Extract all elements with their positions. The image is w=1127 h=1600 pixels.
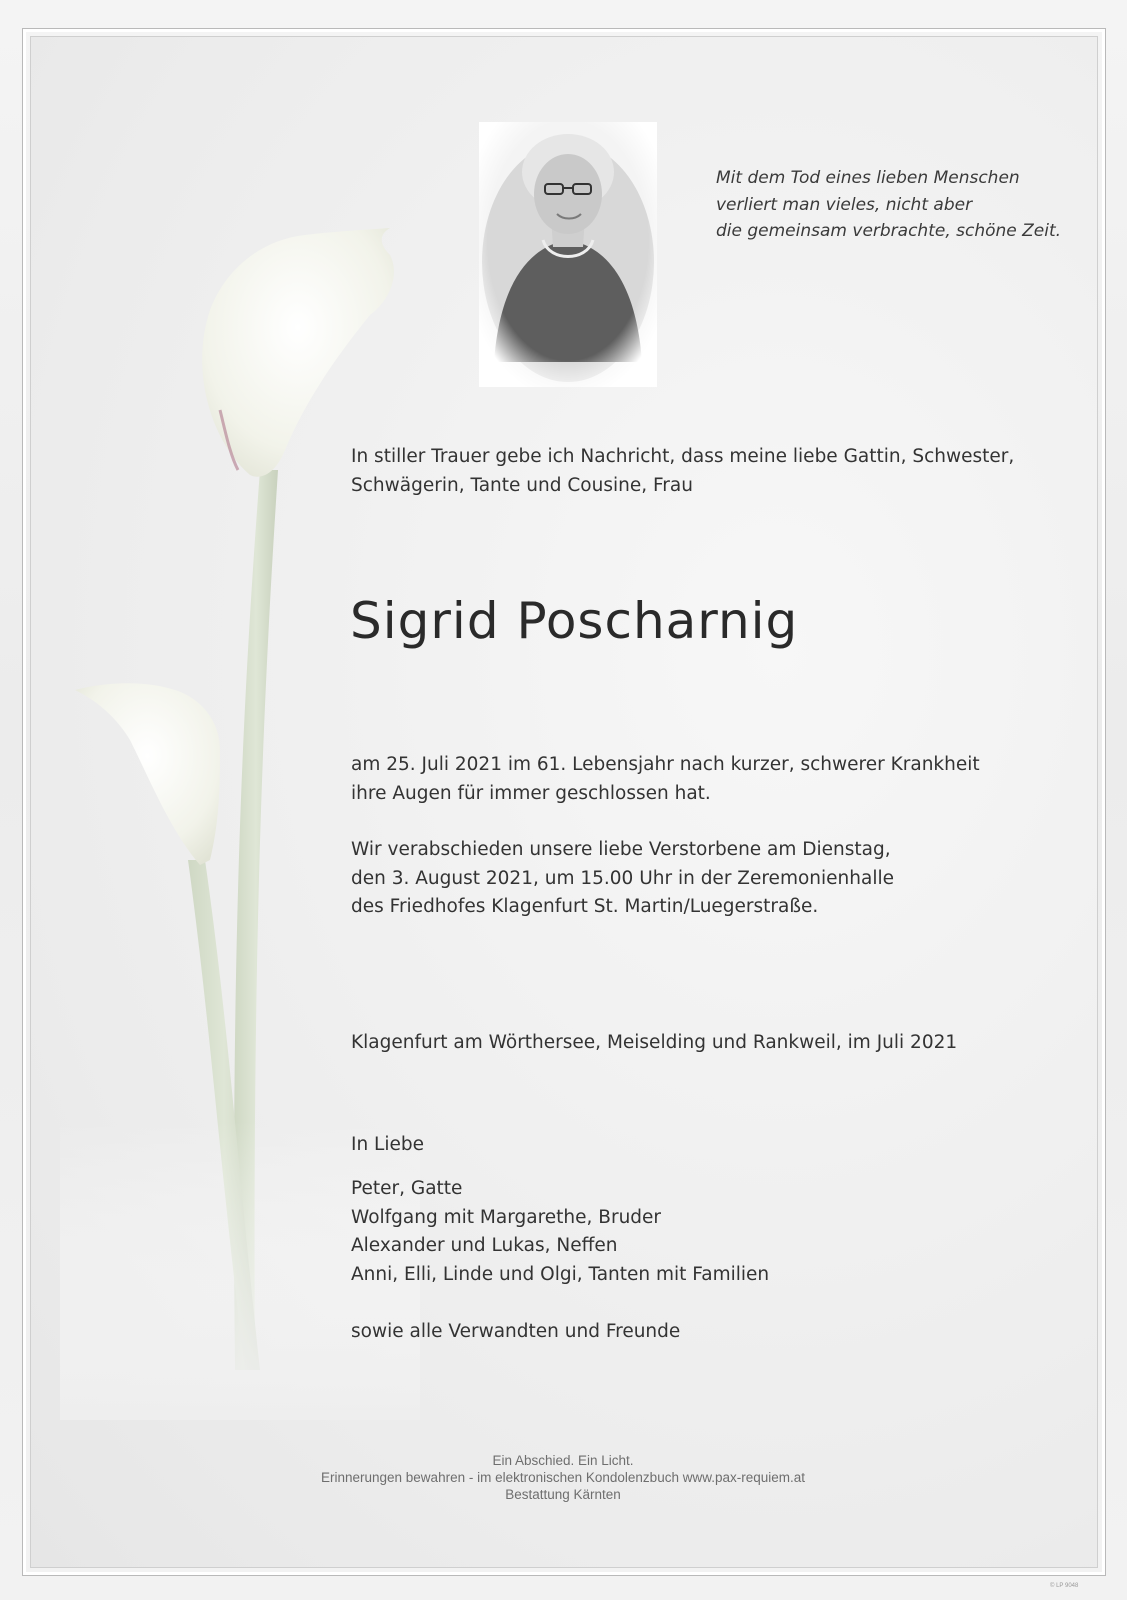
- deceased-name: Sigrid Poscharnig: [350, 592, 799, 650]
- quote-line: verliert man vieles, nicht aber: [716, 194, 973, 215]
- mourner-name: Peter, Gatte: [351, 1178, 463, 1199]
- death-notice-line: ihre Augen für immer geschlossen hat.: [351, 782, 711, 804]
- print-code: © LP 9048: [1050, 1583, 1079, 1589]
- funeral-line: den 3. August 2021, um 15.00 Uhr in der Zeremonienhalle: [351, 867, 894, 889]
- intro-text: [351, 443, 1051, 500]
- death-notice-line: am 25. Juli 2021 im 61. Lebensjahr nach kurzer, schwerer Krankheit: [351, 754, 980, 775]
- intro-line: Schwägerin, Tante und Cousine, Frau: [351, 474, 693, 496]
- quote-line: die gemeinsam verbrachte, schöne Zeit.: [716, 221, 1062, 241]
- footer-line: Ein Abschied. Ein Licht.: [492, 1453, 634, 1468]
- mourners-heading: [351, 1131, 1051, 1160]
- memorial-quote: [716, 165, 1106, 245]
- funeral-line: Wir verabschieden unsere liebe Verstorbene am Dienstag,: [351, 839, 891, 860]
- quote-line: Mit dem Tod eines lieben Menschen: [716, 168, 1020, 188]
- funeral-line: des Friedhofes Klagenfurt St. Martin/Luegerstraße.: [351, 896, 819, 917]
- mourners-list: [351, 1175, 1051, 1289]
- mourner-name: Alexander und Lukas, Neffen: [351, 1235, 618, 1256]
- portrait-photo: [479, 122, 657, 387]
- footer-line: Erinnerungen bewahren - im elektronischen Kondolenzbuch www.pax-requiem.at: [320, 1470, 806, 1485]
- mourner-name: Wolfgang mit Margarethe, Bruder: [351, 1206, 662, 1228]
- mourners-heading-text: In Liebe: [351, 1134, 425, 1155]
- intro-line: In stiller Trauer gebe ich Nachricht, dass meine liebe Gattin, Schwester,: [351, 446, 1015, 467]
- place-date: [351, 1029, 1051, 1058]
- footer: [30, 1452, 1096, 1503]
- funeral-details: [351, 836, 1051, 922]
- mourners-closing-text: sowie alle Verwandten und Freunde: [351, 1321, 681, 1342]
- footer-line: Bestattung Kärnten: [505, 1487, 621, 1502]
- place-date-line: Klagenfurt am Wörthersee, Meiselding und Rankweil, im Juli 2021: [351, 1032, 958, 1053]
- death-notice: [351, 751, 1051, 808]
- mourner-name: Anni, Elli, Linde und Olgi, Tanten mit Familien: [351, 1263, 770, 1285]
- mourners-closing: [351, 1318, 1051, 1347]
